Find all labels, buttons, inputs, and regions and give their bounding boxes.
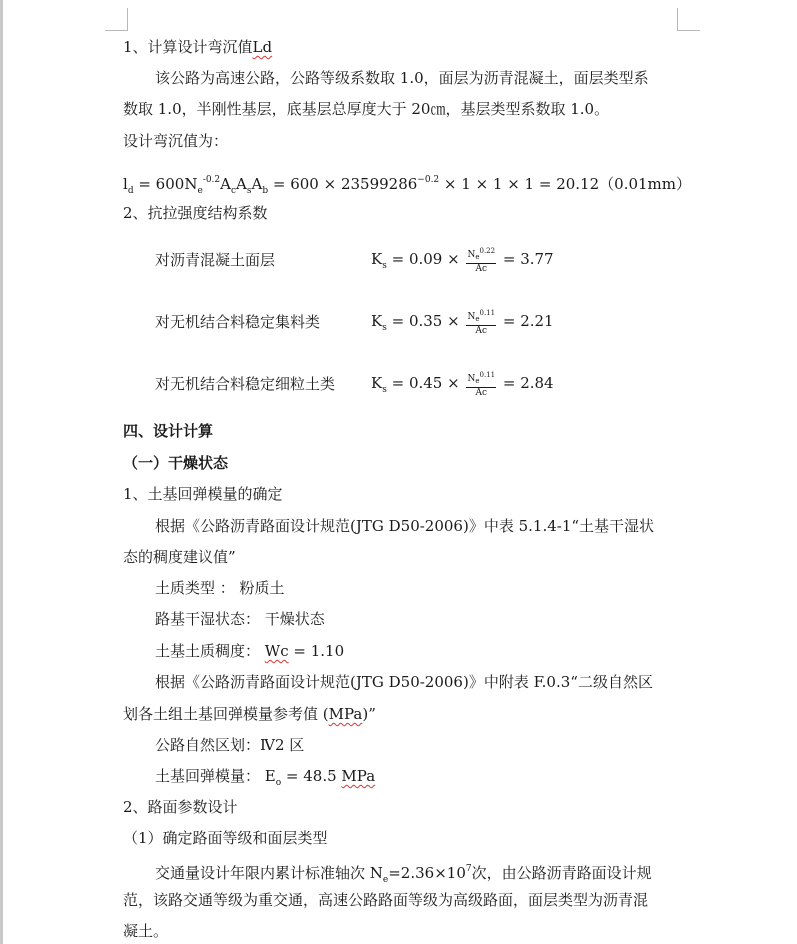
consistency: 土基土质稠度： Wc = 1.10	[155, 642, 345, 660]
page-left-edge	[0, 0, 3, 944]
ks-row-label: 对无机结合料稳定集料类	[155, 313, 321, 331]
equation-deflection: $l_d = 600N_e^{-0.2}A_cA_sA_b = 600 \times 23599286^{-0.2} \times 1 \times 1 \times 1 = 20.12(0.01mm)$	[123, 175, 691, 196]
ks-row-equation: $K_s = 0.09$ × $\frac{N_e^{0.22}}{Ac}$ = 3.77	[371, 246, 554, 274]
heading-pavement-grade: （1）确定路面等级和面层类型	[123, 829, 328, 847]
paragraph-line: 根据《公路沥青路面设计规范(JTG D50-2006)》中表 5.1.4-1“土基干湿状	[155, 517, 655, 535]
ks-row-equation: $K_s = 0.35$ × $\frac{N_e^{0.11}}{Ac}$ = 2.21	[371, 308, 554, 336]
margin-corner-top-right	[677, 8, 700, 31]
margin-corner-top-left	[105, 8, 128, 31]
paragraph-line: 根据《公路沥青路面设计规范(JTG D50-2006)》中附表 F.0.3“二级自然区	[155, 673, 653, 691]
paragraph-line: 态的稠度建议值”	[123, 548, 236, 566]
natural-zone: 公路自然区划：Ⅳ2 区	[155, 736, 305, 754]
subsection-heading: （一）干燥状态	[123, 454, 229, 472]
heading-subgrade-modulus: 1、土基回弹模量的确定	[123, 485, 283, 503]
heading-tensile: 2、抗拉强度结构系数	[123, 204, 268, 222]
soil-type: 土质类型 ： 粉质土	[155, 579, 285, 597]
paragraph-line: 交通量设计年限内累计标准轴次 $N_e=2.36\times 10^7$次，由公路沥青路面设计规	[155, 864, 652, 885]
paragraph-line: 设计弯沉值为：	[123, 132, 229, 150]
ks-row-label: 对无机结合料稳定细粒土类	[155, 375, 336, 393]
subgrade-modulus: 土基回弹模量： $E_o = 48.5$ MPa	[155, 767, 376, 788]
section-heading: 四、设计计算	[123, 422, 214, 440]
paragraph-line: 范，该路交通等级为重交通，高速公路路面等级为高级路面，面层类型为沥青混	[123, 891, 649, 909]
ks-row-label: 对沥青混凝土面层	[155, 251, 276, 269]
paragraph-line: 数取 1.0，半刚性基层，底基层总厚度大于 20㎝，基层类型系数取 1.0。	[123, 100, 610, 118]
heading-deflection: 1、计算设计弯沉值Ld	[123, 38, 273, 56]
paragraph-line: 凝土。	[123, 922, 169, 940]
ks-row-equation: $K_s = 0.45$ × $\frac{N_e^{0.11}}{Ac}$ = 2.84	[371, 370, 554, 398]
paragraph-line: 该公路为高速公路，公路等级系数取 1.0，面层为沥青混凝土，面层类型系	[155, 69, 649, 87]
paragraph-line: 划各土组土基回弹模量参考值 (MPa)”	[123, 705, 376, 723]
moisture-state: 路基干湿状态： 干燥状态	[155, 610, 325, 628]
heading-pavement-params: 2、路面参数设计	[123, 798, 238, 816]
